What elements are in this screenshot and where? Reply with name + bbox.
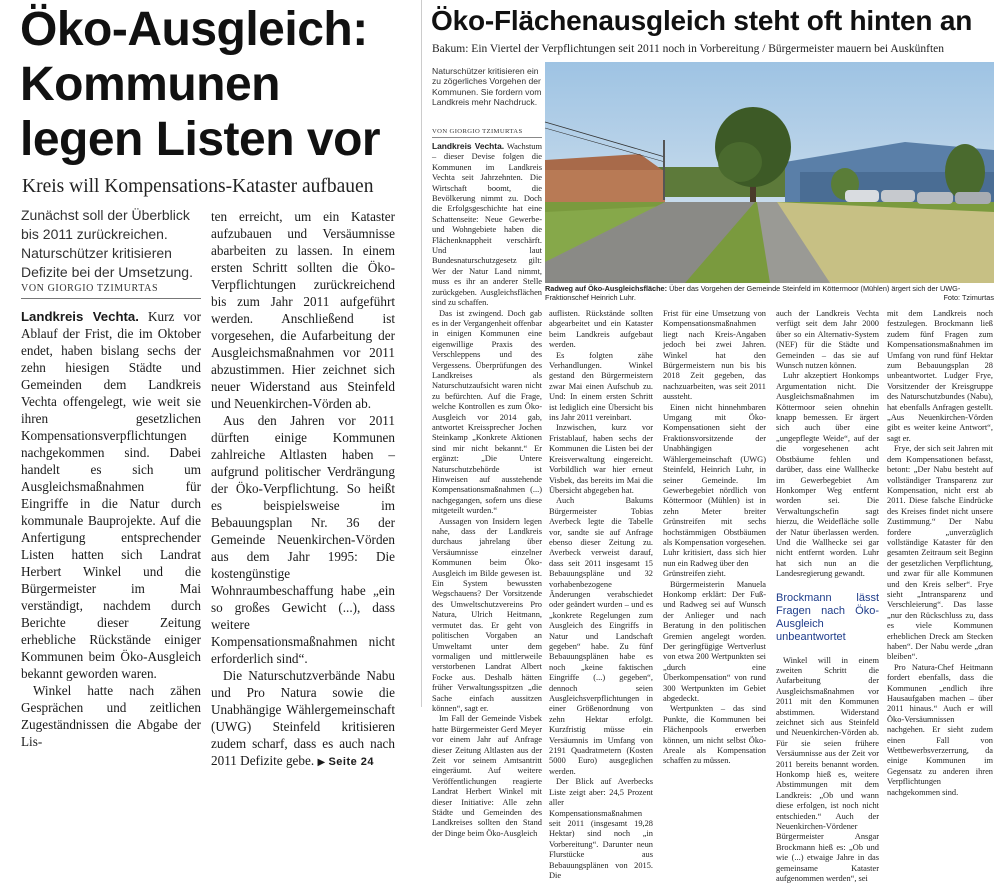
paragraph: Das ist zwingend. Doch gab es in der Vergangenheit offenbar in einigen Kommunen eine eigenwillige Praxis des Verschleppens und des Vergessens. Überprüfungen des Landkreises als Naturschutzaufsicht waren nicht zu befürchten. Auf die Frage, welche Kontrollen es zum Öko-Ausgleich vor 2014 gab, antwortet Kreissprecher Jochen Steinkamp „Konkrete Aktionen sind mir nicht bekannt.“ Er ergänzt: „Die Untere Naturschutzbehörde ist Hinweisen auf ausstehende Kompensationsmaßnahmen (...) nachgegangen, sofern uns diese mitgeteilt wurden.“ xyxy=(432,308,542,516)
paragraph: Aus den Jahren vor 2011 dürften einige Kommunen zahlreiche Altlasten haben – aufgrund politischer Verdrängung der Öko-Verpflichtung. So heißt es beispielsweise im Bebauungsplan Nr. 36 der Gemeinde Neuenkirchen-Vörden aus dem Jahr 1995: Die kostengünstige Wohnraumbeschaffung habe „ein so großes Gewicht (...), dass weitere Kompensationsmaßnahmen nicht erforderlich sind“. xyxy=(211,413,395,666)
caption-label: Radweg auf Öko-Ausgleichsfläche: xyxy=(545,284,668,293)
paragraph xyxy=(432,141,542,309)
paragraph: auch der Landkreis Vechta verfügt seit dem Jahr 2000 über so ein Alternativ-System (NEF) für die Städte und Gemeinden – das sie auf Wunsch nutzen können. xyxy=(776,309,879,371)
paragraph: Der Blick auf Averbecks Liste zeigt aber: 24,5 Prozent aller Kompensationsmaßnahmen seit 2011 (insgesamt 19,28 Hektar) sind noch „in Vorbereitung“. Darunter neun Flurstücke aus Bebauungsplänen von 2015. Die xyxy=(549,777,653,880)
right-column-3 xyxy=(663,309,766,767)
page-reference: Seite 24 xyxy=(328,756,375,768)
paragraph: Winkel will in einem zweiten Schritt die Aufarbeitung der Ausgleichsmaßnahmen vor 2011 mit den Kommunen abstimmen. Widerstand zeichnet sich aus Steinfeld und Neuenkirchen-Vörden ab. Für sie seien frühere Versäumnisse aus der Zeit vor 2011 bereits benannt worden. Honkomp hieß es, weitere Abstimmungen mit dem Landkreis: „Ob und wann diese erfolgen, ist noch nicht entschieden.“ Auch der Neuenkirchen-Vördener Bürgermeister Ansgar Brockmann hieß es: „Ob und wie (...) etwaige Jahre in das gemeinsame Kataster aufgenommen werden“, sei xyxy=(776,655,879,884)
left-lead: Zunächst soll der Überblick bis 2011 zurückreichen. Naturschützer kritisieren Defizite bei der Umsetzung. xyxy=(21,207,193,280)
right-column-1 xyxy=(432,141,542,839)
photo-credit: Foto: Tzimurtas xyxy=(943,293,994,302)
radweg-photo xyxy=(545,62,994,283)
paragraph: Es folgten zähe Verhandlungen. Winkel gestand den Bürgermeistern zwar Mai einen Aufschub zu. Und: In einem ersten Schritt ist lediglich eine Übersicht bis ins Jahr 2011 vereinbart. xyxy=(549,350,653,423)
column-divider xyxy=(421,0,422,707)
right-byline: VON GIORGIO TZIMURTAS xyxy=(432,128,523,135)
caption-text: Über das Vorgehen der Gemeinde Steinfeld im Köttermoor (Mühlen) ärgert sich der UWG-Fraktionschef Heinrich Luhr. xyxy=(545,284,961,302)
right-headline: Öko-Flächenausgleich steht oft hinten an xyxy=(431,5,973,36)
right-article xyxy=(424,0,1000,884)
right-lead: Naturschützer kritisieren ein zu zögerliches Vorgehen der Kommunen. Sie fordern vom Landkreis mehr Nachdruck. xyxy=(432,66,542,108)
paragraph: ten erreicht, um ein Kataster aufzubauen und Versäumnisse abarbeiten zu lassen. In einem ersten Schritt sollten die Öko-Verpflichtungen zurückreichend bis zum Jahr 2011 aufgeführt werden. Anschließend ist vorgesehen, die Aufarbeitung der Ausgleichsmaßnahmen vor 2011 abzustimmen. Hier zeichnet sich neuer Widerstand aus Steinfeld und Neuenkirchen-Vörden ab. xyxy=(211,209,395,411)
left-headline xyxy=(20,2,416,167)
article-photo xyxy=(545,62,994,283)
boxout-heading: Brockmann lässt Fragen nach Öko-Ausgleich unbeantwortet xyxy=(776,591,879,643)
paragraph: Einen nicht hinnehmbaren Umgang mit Öko-Kompensationen sieht der Fraktionsvorsitzende der Unabhängigen Wählergemeinschaft (UWG) Steinfeld, Heinrich Luhr, in seiner Gemeinde. Im Gewerbegebiet nördlich von Köttermoor (Mühlen) ist in zehn Meter breiter Grünstreifen mit sechs hochstämmigen Obstbäumen als Kompensation vorgesehen. Luhr kritisiert, dass sich hier nun ein Radweg über den xyxy=(663,402,766,568)
left-byline: VON GIORGIO TZIMURTAS xyxy=(21,283,159,294)
left-byline-rule xyxy=(21,298,201,299)
left-subheadline: Kreis will Kompensations-Kataster aufbauen xyxy=(22,176,374,197)
paragraph-text: Wachstum – dieser Devise folgen die Kommunen im Landkreis Vechta seit Jahrzehnten. Die Wirtschaft boomt, die Bevölkerung nimmt zu. Doch die Erfolgsgeschichte hat eine Schattenseite: Neue Gewerbe- und Wohngebiete haben die Flächenknappheit verschärft. Und laut Bundesnaturschutzgesetz gilt: Wer der Natur Land nimmt, muss es ihr an anderer Stelle zurückgeben. Ausgleichsflächen sind zu schaffen. xyxy=(432,142,542,308)
left-column-2 xyxy=(211,208,395,771)
paragraph: Grünstreifen zieht. xyxy=(663,569,726,579)
dateline: Landkreis Vechta. xyxy=(432,141,505,151)
left-column-1 xyxy=(21,308,201,750)
photo-caption xyxy=(545,284,994,302)
paragraph: Frye, der sich seit Jahren mit dem Kompensationen befasst, betont: „Der Nabu besteht auf vollständiger Transparenz zur Kompensation, nicht erst ab 2011. Diese falsche Eindrücke des Kreises findet nicht unsere Zustimmung.“ Der Nabu fordere „unverzüglich vollständige Kataster für den gesamten Zeitraum seit Beginn der gesetzlichen Verpflichtung, und zwar für alle Kommunen und den Kreis selber“. Frye sieht „Intransparenz und Verschleierung“. Das lasse „nur den Rückschluss zu, dass es viele Kommunen erheblichen Dreck am Stecken haben“. Der Nabu werde „dran bleiben“. xyxy=(887,444,993,662)
paragraph: auflisten. Rückstände sollten abgearbeitet und ein Kataster beim Landkreis aufgebaut werden. xyxy=(549,309,653,350)
left-headline-line: Öko-Ausgleich: xyxy=(20,3,368,56)
paragraph: Aussagen von Insidern legen nahe, dass der Landkreis durchaus jahrelang über Versäumnisse einzelner Kommunen beim Öko-Ausgleich im Bilde gewesen ist. Ein System bewussten Wegschauens? Der Vorsitzende des Umweltschutzvereins Pro Natura, Ulrich Heitmann, vermutet das. Er geht von politischen Vorgaben an Umweltamt unter dem vormaligen und mittlerweile verstorbenen Landrat Albert Focke aus. Deshalb hätten früher Verwaltungsspitzen „die Sache einfach aussitzen können“, sagt er. xyxy=(432,516,542,713)
paragraph: Frist für eine Umsetzung von Kompensationsmaßnahmen liegt nach Kreis-Angaben jedoch bei zwei Jahren. Winkel hat den Bürgermeistern nun bis bis 2018 Zeit gegeben, das nachzuarbeiten, was seit 2011 aussteht. xyxy=(663,309,766,402)
right-column-4 xyxy=(776,309,879,885)
paragraph: mit dem Landkreis noch festzulegen. Brockmann ließ zudem fünf Fragen zum Kompensationsmaßnahmen im Umfang von rund fünf Hektar zum Bebauungsplan 28 unbeantwortet. Ludger Frye, Vorsitzender der Kreisgruppe des Naturschutzbundes (Nabu), hat ebenfalls Anfragen gestellt. „Aus Neuenkirchen-Vörden gibt es weiter keine Antwort“, sagt er. xyxy=(887,309,993,443)
paragraph-text: Die Naturschutzverbände Nabu und Pro Natura sowie die Unabhängige Wählergemeinschaft (UWG) Steinfeld kritisieren zudem scharf, dass es auch nach 2011 Defizite gebe. xyxy=(211,668,395,768)
paragraph: Wertpunkten – das sind Punkte, die Kommunen bei Flächenpools erwerben können, um nicht selbst Öko-Areale als Kompensation schaffen zu müssen. xyxy=(663,704,766,766)
paragraph xyxy=(21,308,201,682)
paragraph xyxy=(211,667,395,771)
paragraph: Pro Natura-Chef Heitmann fordert ebenfalls, dass die Kommunen „endlich ihre Hausaufgaben machen – über 2011 hinaus.“ Auch er will Öko-Versäumnissen nachgehen. Er sieht zudem einen Fall von Wettbewerbsverzerrung, da einige Kommunen im Gegensatz zu anderen ihren Verpflichtungen nachgekommen sind. xyxy=(887,662,993,797)
right-byline-rule xyxy=(432,137,542,138)
right-column-2 xyxy=(549,309,653,881)
left-article xyxy=(0,0,418,768)
right-column-5 xyxy=(887,309,993,798)
paragraph-text: Kurz vor Ablauf der Frist, die im Oktober endet, haben bislang sechs der zehn hiesigen Städte und Gemeinden dem Landkreis Vechta offengelegt, wie weit sie ihren gesetzlichen Kompensationsverpflichtungen nachgekommen sind. Dabei handelt es sich um Ausgleichsmaßnahmen für Eingriffe in die Natur durch kommunale Bauprojekte. Auf die Anfertigung entsprechender Listen hatten sich Landrat Herbert Winkel und die Bürgermeister im Mai verständigt, nachdem durch Berichte dieser Zeitung erhebliche Rückstände einiger Kommunen beim Öko-Ausgleich bekannt geworden waren. xyxy=(21,309,201,681)
dateline: Landkreis Vechta. xyxy=(21,309,139,324)
left-headline-line: Kommunen xyxy=(20,58,280,111)
paragraph: Inzwischen, kurz vor Fristablauf, haben sechs der Kommunen die Listen bei der Kreisverwaltung eingereicht. Vorbildlich war hier erneut Visbek, das bereits im Mai die Übersicht abgegeben hat. xyxy=(549,423,653,495)
triangle-right-icon: ▶ xyxy=(317,757,326,768)
paragraph: Bürgermeisterin Manuela Honkomp erklärt: Der Fuß- und Radweg sei auf Wunsch der Anlieger und nach Beratung in den politischen Gremien angelegt worden. Der geringfügige Wertverlust von etwa 200 Wertpunkten sei „durch eine Überkompensation“ von rund 300 Wertpunkten im Gebiet abgedeckt. xyxy=(663,579,766,704)
paragraph: Auch Bakums Bürgermeister Tobias Averbeck legte die Tabelle vor, sandte sie auf Anfrage ebenso dieser Zeitung zu. Averbeck verweist darauf, dass seit 2011 insgesamt 15 Bebauungspläne und 32 vorhabenbezogene Änderungen verabschiedet oder geändert wurden – und es „konkrete Regelungen zum Ausgleich des Eingriffs in Natur und Landschaft gegeben“ habe. Zu fünf Bebauungsplänen habe es noch „keine faktischen Eingriffe (...) gegeben“, dennoch seien Ausgleichsverpflichtungen in einer Größenordnung von zehn Hektar erfolgt. Kurzfristig müsse ein Versäumnis im Umfang von 2191 Quadratmetern (Kosten 5000 Euro) ausgeglichen werden. xyxy=(549,496,653,776)
left-headline-line: legen Listen vor xyxy=(20,113,381,166)
paragraph: Luhr akzeptiert Honkomps Argumentation nicht. Die Ausgleichsmaßnahmen im Köttermoor seien ohnehin knapp bemessen. Er ärgert sich auch über eine „ungepflegte Weide“, auf der die vorgesehenen acht Obstbäume fehlen und darüber, dass eine Wallhecke im Gewerbegebiet Am Honkomper Weg entfernt worden sei. Die Verwaltungschefin sagt hierzu, die Weidefläche solle der Natur überlassen werden. Und die Wallhecke sei gar nicht entfernt worden. Luhr hat sich nun an die Landesregierung gewandt. xyxy=(776,371,879,579)
paragraph: Winkel hatte nach zähen Gesprächen und zeitlichen Zugeständnissen die Abgabe der Lis- xyxy=(21,683,201,749)
paragraph: Im Fall der Gemeinde Visbek hatte Bürgermeister Gerd Meyer vor einem Jahr auf Anfrage dieser Zeitung Altlasten aus der Zeit vor seinem Amtsantritt eingeräumt. Auf weitere Veröffentlichungen reagierte Landrat Herbert Winkel mit dieser Initiative: Alle zehn Städte und Gemeinden des Landkreises sollten den Stand der Dinge beim Öko-Ausgleich xyxy=(432,714,542,838)
right-subheadline: Bakum: Ein Viertel der Verpflichtungen seit 2011 noch in Vorbereitung / Bürgermeister mauern bei Auskünften xyxy=(432,43,945,55)
